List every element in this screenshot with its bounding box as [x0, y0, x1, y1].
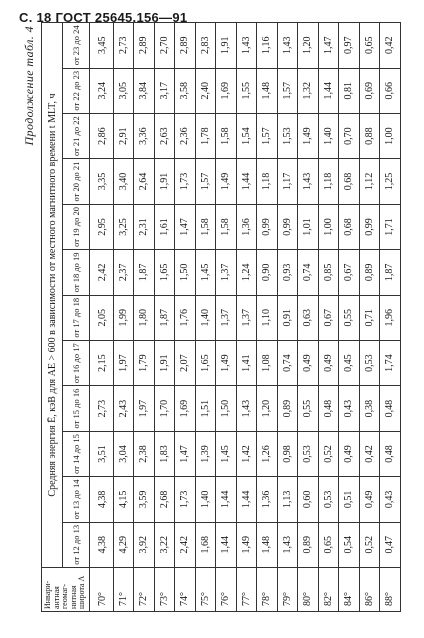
- column-header: от 20 до 21: [63, 159, 90, 204]
- value-cell: 0,68: [339, 159, 360, 204]
- latitude-cell: 71°: [113, 568, 134, 612]
- value-cell: 0,67: [318, 295, 339, 340]
- value-cell: 0,45: [339, 340, 360, 385]
- group-header: Средняя энергия Ē, кэВ для АЕ > 600 в зависимости от местного магнитного времени t MLT, ч: [42, 23, 63, 568]
- value-cell: 0,43: [339, 386, 360, 431]
- value-cell: 0,52: [318, 431, 339, 476]
- value-cell: 3,22: [154, 522, 175, 567]
- value-cell: 0,74: [298, 250, 319, 295]
- value-cell: 0,63: [298, 295, 319, 340]
- value-cell: 0,89: [359, 250, 380, 295]
- value-cell: 1,65: [195, 340, 216, 385]
- column-header: от 19 до 20: [63, 204, 90, 249]
- value-cell: 0,53: [298, 431, 319, 476]
- value-cell: 3,24: [90, 68, 114, 113]
- value-cell: 1,57: [257, 113, 278, 158]
- value-cell: 1,37: [236, 295, 257, 340]
- value-cell: 2,68: [154, 477, 175, 522]
- value-cell: 0,53: [359, 340, 380, 385]
- table-row: [154, 23, 175, 612]
- value-cell: 1,58: [195, 204, 216, 249]
- value-cell: 2,91: [113, 113, 134, 158]
- column-header: от 23 до 24: [63, 23, 90, 69]
- value-cell: 1,97: [113, 340, 134, 385]
- value-cell: 1,18: [257, 159, 278, 204]
- value-cell: 2,63: [154, 113, 175, 158]
- value-cell: 1,44: [236, 477, 257, 522]
- value-cell: 1,43: [298, 159, 319, 204]
- table-row: [257, 23, 278, 612]
- value-cell: 0,81: [339, 68, 360, 113]
- value-cell: 0,55: [339, 295, 360, 340]
- table-row: [175, 23, 196, 612]
- value-cell: 1,32: [298, 68, 319, 113]
- value-cell: 1,44: [216, 522, 237, 567]
- value-cell: 1,00: [380, 113, 401, 158]
- value-cell: 3,25: [113, 204, 134, 249]
- latitude-cell: 72°: [134, 568, 155, 612]
- value-cell: 1,54: [236, 113, 257, 158]
- column-header-row: [63, 23, 90, 612]
- value-cell: 1,18: [318, 159, 339, 204]
- value-cell: 2,42: [90, 250, 114, 295]
- table-row: [216, 23, 237, 612]
- value-cell: 0,99: [277, 204, 298, 249]
- value-cell: 2,15: [90, 340, 114, 385]
- value-cell: 0,97: [339, 23, 360, 69]
- value-cell: 3,05: [113, 68, 134, 113]
- value-cell: 1,25: [380, 159, 401, 204]
- column-header: от 21 до 22: [63, 113, 90, 158]
- value-cell: 1,44: [318, 68, 339, 113]
- value-cell: 0,85: [318, 250, 339, 295]
- latitude-cell: 79°: [277, 568, 298, 612]
- continuation-label: Продолжение табл. 4: [22, 26, 36, 146]
- value-cell: 0,49: [359, 477, 380, 522]
- latitude-cell: 70°: [90, 568, 114, 612]
- value-cell: 1,74: [380, 340, 401, 385]
- value-cell: 1,53: [277, 113, 298, 158]
- value-cell: 3,36: [134, 113, 155, 158]
- value-cell: 0,66: [380, 68, 401, 113]
- latitude-cell: 77°: [236, 568, 257, 612]
- value-cell: 0,89: [298, 522, 319, 567]
- value-cell: 3,35: [90, 159, 114, 204]
- table-row: [339, 23, 360, 612]
- value-cell: 1,20: [257, 386, 278, 431]
- value-cell: 1,58: [216, 113, 237, 158]
- value-cell: 0,49: [298, 340, 319, 385]
- value-cell: 1,51: [195, 386, 216, 431]
- value-cell: 0,91: [277, 295, 298, 340]
- value-cell: 1,49: [216, 159, 237, 204]
- latitude-cell: 78°: [257, 568, 278, 612]
- latitude-cell: 73°: [154, 568, 175, 612]
- latitude-cell: 88°: [380, 568, 401, 612]
- value-cell: 0,47: [380, 522, 401, 567]
- column-header: от 13 до 14: [63, 477, 90, 522]
- value-cell: 0,60: [298, 477, 319, 522]
- value-cell: 4,38: [90, 522, 114, 567]
- value-cell: 2,64: [134, 159, 155, 204]
- value-cell: 2,86: [90, 113, 114, 158]
- value-cell: 1,87: [134, 250, 155, 295]
- value-cell: 0,54: [339, 522, 360, 567]
- value-cell: 1,37: [216, 250, 237, 295]
- value-cell: 1,70: [154, 386, 175, 431]
- value-cell: 3,58: [175, 68, 196, 113]
- value-cell: 1,40: [318, 113, 339, 158]
- value-cell: 0,48: [380, 431, 401, 476]
- value-cell: 3,51: [90, 431, 114, 476]
- value-cell: 1,16: [257, 23, 278, 69]
- value-cell: 0,88: [359, 113, 380, 158]
- value-cell: 0,52: [359, 522, 380, 567]
- latitude-cell: 75°: [195, 568, 216, 612]
- value-cell: 1,36: [236, 204, 257, 249]
- value-cell: 0,65: [318, 522, 339, 567]
- value-cell: 1,65: [154, 250, 175, 295]
- value-cell: 1,58: [216, 204, 237, 249]
- energy-table: [41, 22, 401, 612]
- column-header: от 22 до 23: [63, 68, 90, 113]
- value-cell: 1,45: [195, 250, 216, 295]
- table-row: [113, 23, 134, 612]
- value-cell: 1,76: [175, 295, 196, 340]
- value-cell: 0,74: [277, 340, 298, 385]
- value-cell: 1,37: [216, 295, 237, 340]
- value-cell: 1,48: [257, 68, 278, 113]
- value-cell: 1,55: [236, 68, 257, 113]
- value-cell: 1,50: [216, 386, 237, 431]
- value-cell: 1,73: [175, 477, 196, 522]
- value-cell: 1,41: [236, 340, 257, 385]
- value-cell: 0,42: [359, 431, 380, 476]
- value-cell: 1,40: [195, 477, 216, 522]
- value-cell: 1,45: [216, 431, 237, 476]
- value-cell: 0,42: [380, 23, 401, 69]
- value-cell: 0,71: [359, 295, 380, 340]
- value-cell: 3,40: [113, 159, 134, 204]
- value-cell: 0,67: [339, 250, 360, 295]
- value-cell: 1,17: [277, 159, 298, 204]
- value-cell: 2,05: [90, 295, 114, 340]
- value-cell: 1,87: [380, 250, 401, 295]
- value-cell: 1,69: [175, 386, 196, 431]
- value-cell: 1,47: [175, 204, 196, 249]
- value-cell: 2,37: [113, 250, 134, 295]
- value-cell: 0,99: [359, 204, 380, 249]
- value-cell: 1,47: [175, 431, 196, 476]
- value-cell: 1,96: [380, 295, 401, 340]
- latitude-cell: 76°: [216, 568, 237, 612]
- value-cell: 0,70: [339, 113, 360, 158]
- table-row: [380, 23, 401, 612]
- value-cell: 2,70: [154, 23, 175, 69]
- value-cell: 0,99: [257, 204, 278, 249]
- value-cell: 0,55: [298, 386, 319, 431]
- value-cell: 1,61: [154, 204, 175, 249]
- value-cell: 0,65: [359, 23, 380, 69]
- value-cell: 1,78: [195, 113, 216, 158]
- latitude-cell: 84°: [339, 568, 360, 612]
- value-cell: 1,49: [216, 340, 237, 385]
- value-cell: 0,49: [318, 340, 339, 385]
- value-cell: 0,90: [257, 250, 278, 295]
- value-cell: 0,38: [359, 386, 380, 431]
- value-cell: 1,68: [195, 522, 216, 567]
- value-cell: 2,73: [113, 23, 134, 69]
- value-cell: 3,17: [154, 68, 175, 113]
- value-cell: 1,13: [277, 477, 298, 522]
- value-cell: 1,01: [298, 204, 319, 249]
- value-cell: 2,36: [175, 113, 196, 158]
- value-cell: 3,84: [134, 68, 155, 113]
- column-header: от 16 до 17: [63, 340, 90, 385]
- value-cell: 1,43: [277, 522, 298, 567]
- value-cell: 1,20: [298, 23, 319, 69]
- column-header: от 15 до 16: [63, 386, 90, 431]
- value-cell: 1,43: [236, 23, 257, 69]
- value-cell: 1,50: [175, 250, 196, 295]
- value-cell: 1,47: [318, 23, 339, 69]
- latitude-cell: 74°: [175, 568, 196, 612]
- value-cell: 0,49: [339, 431, 360, 476]
- value-cell: 2,31: [134, 204, 155, 249]
- value-cell: 1,49: [236, 522, 257, 567]
- column-header: от 18 до 19: [63, 250, 90, 295]
- value-cell: 1,40: [195, 295, 216, 340]
- value-cell: 2,43: [113, 386, 134, 431]
- value-cell: 0,98: [277, 431, 298, 476]
- value-cell: 1,57: [195, 159, 216, 204]
- value-cell: 1,91: [154, 340, 175, 385]
- value-cell: 3,92: [134, 522, 155, 567]
- value-cell: 2,89: [134, 23, 155, 69]
- value-cell: 1,26: [257, 431, 278, 476]
- table-row: [90, 23, 114, 612]
- value-cell: 2,73: [90, 386, 114, 431]
- rotated-table-container: [20, 22, 410, 612]
- value-cell: 1,91: [216, 23, 237, 69]
- value-cell: 1,69: [216, 68, 237, 113]
- value-cell: 0,48: [380, 386, 401, 431]
- value-cell: 3,04: [113, 431, 134, 476]
- value-cell: 1,73: [175, 159, 196, 204]
- value-cell: 1,71: [380, 204, 401, 249]
- value-cell: 1,44: [216, 477, 237, 522]
- latitude-cell: 82°: [318, 568, 339, 612]
- table-row: [359, 23, 380, 612]
- value-cell: 2,07: [175, 340, 196, 385]
- table-row: [277, 23, 298, 612]
- value-cell: 4,29: [113, 522, 134, 567]
- corner-header: Инвари-антная геомаг-нитная широта Λ: [42, 568, 90, 612]
- value-cell: 3,45: [90, 23, 114, 69]
- value-cell: 4,38: [90, 477, 114, 522]
- value-cell: 1,36: [257, 477, 278, 522]
- value-cell: 1,48: [257, 522, 278, 567]
- value-cell: 0,48: [318, 386, 339, 431]
- table-row: [298, 23, 319, 612]
- value-cell: 1,43: [277, 23, 298, 69]
- value-cell: 1,49: [298, 113, 319, 158]
- value-cell: 1,10: [257, 295, 278, 340]
- value-cell: 2,38: [134, 431, 155, 476]
- value-cell: 1,44: [236, 159, 257, 204]
- value-cell: 3,59: [134, 477, 155, 522]
- table-row: [318, 23, 339, 612]
- value-cell: 0,93: [277, 250, 298, 295]
- value-cell: 1,08: [257, 340, 278, 385]
- value-cell: 1,99: [113, 295, 134, 340]
- table-body: [90, 23, 401, 612]
- table-row: [236, 23, 257, 612]
- value-cell: 2,83: [195, 23, 216, 69]
- value-cell: 1,91: [154, 159, 175, 204]
- value-cell: 1,39: [195, 431, 216, 476]
- value-cell: 1,83: [154, 431, 175, 476]
- value-cell: 0,68: [339, 204, 360, 249]
- column-header: от 14 до 15: [63, 431, 90, 476]
- column-header: от 17 до 18: [63, 295, 90, 340]
- column-header: от 12 до 13: [63, 522, 90, 567]
- value-cell: 1,42: [236, 431, 257, 476]
- table-row: [195, 23, 216, 612]
- value-cell: 0,89: [277, 386, 298, 431]
- value-cell: 2,42: [175, 522, 196, 567]
- latitude-cell: 86°: [359, 568, 380, 612]
- value-cell: 1,57: [277, 68, 298, 113]
- value-cell: 2,40: [195, 68, 216, 113]
- value-cell: 0,43: [380, 477, 401, 522]
- table-row: [134, 23, 155, 612]
- value-cell: 4,15: [113, 477, 134, 522]
- value-cell: 1,12: [359, 159, 380, 204]
- value-cell: 2,95: [90, 204, 114, 249]
- value-cell: 1,97: [134, 386, 155, 431]
- value-cell: 0,53: [318, 477, 339, 522]
- value-cell: 0,51: [339, 477, 360, 522]
- value-cell: 1,43: [236, 386, 257, 431]
- value-cell: 0,69: [359, 68, 380, 113]
- latitude-cell: 80°: [298, 568, 319, 612]
- value-cell: 1,24: [236, 250, 257, 295]
- page-header: С. 18 ГОСТ 25645.156—91: [19, 10, 188, 25]
- value-cell: 1,79: [134, 340, 155, 385]
- value-cell: 1,80: [134, 295, 155, 340]
- value-cell: 1,00: [318, 204, 339, 249]
- value-cell: 2,89: [175, 23, 196, 69]
- value-cell: 1,87: [154, 295, 175, 340]
